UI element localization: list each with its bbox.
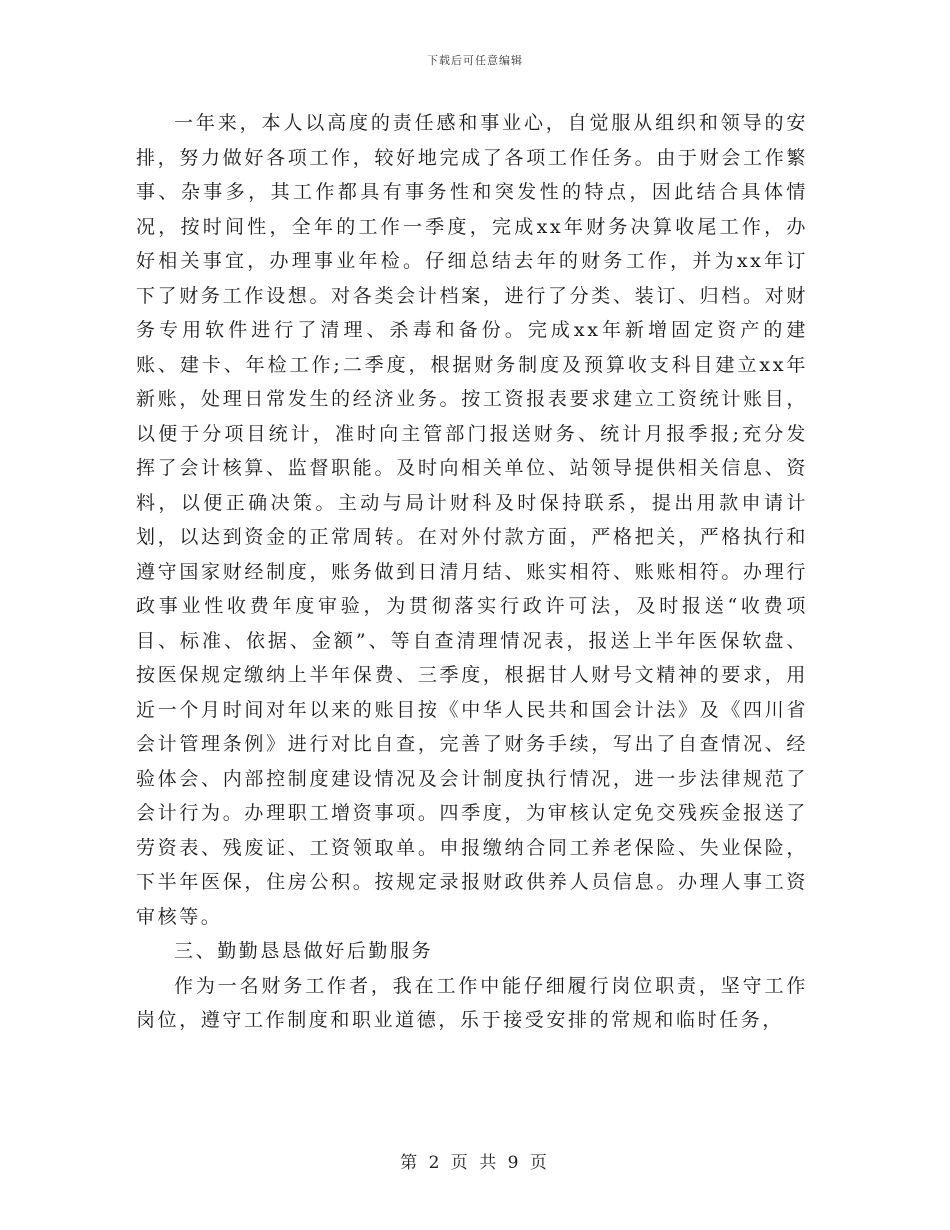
page-number: 第 2 页 共 9 页	[400, 1153, 550, 1173]
document-body	[136, 106, 808, 1038]
body-paragraph: 作为一名财务工作者，我在工作中能仔细履行岗位职责，坚守工作岗位，遵守工作制度和职业道德，乐于接受安排的常规和临时任务，	[136, 974, 808, 1031]
section-heading: 三、勤勤恳恳做好后勤服务	[174, 940, 434, 962]
page-header: 下载后可任意编辑	[427, 54, 523, 67]
body-paragraph: 一年来，本人以高度的责任感和事业心，自觉服从组织和领导的安排，努力做好各项工作，较好地完成了各项工作任务。由于财会工作繁事、杂事多，其工作都具有事务性和突发性的特点，因此结合具体情况，按时间性，全年的工作一季度，完成xx年财务决算收尾工作，办好相关事宜，办理事业年检。仔细总结去年的财务工作，并为xx年订下了财务工作设想。对各类会计档案，进行了分类、装订、归档。对财务专用软件进行了清理、杀毒和备份。完成xx年新增固定资产的建账、建卡、年检工作;二季度，根据财务制度及预算收支科目建立xx年新账，处理日常发生的经济业务。按工资报表要求建立工资统计账目，以便于分项目统计，准时向主管部门报送财务、统计月报季报;充分发挥了会计核算、监督职能。及时向相关单位、站领导提供相关信息、资料，以便正确决策。主动与局计财科及时保持联系，提出用款申请计划，以达到资金的正常周转。在对外付款方面，严格把关，严格执行和遵守国家财经制度，账务做到日清月结、账实相符、账账相符。办理行政事业性收费年度审验，为贯彻落实行政许可法，及时报送“收费项目、标准、依据、金额”、等自查清理情况表，报送上半年医保软盘、按医保规定缴纳上半年保费、三季度，根据甘人财号文精神的要求，用近一个月时间对年以来的账目按《中华人民共和国会计法》及《四川省会计管理条例》进行对比自查，完善了财务手续，写出了自查情况、经验体会、内部控制度建设情况及会计制度执行情况，进一步法律规范了会计行为。办理职工增资事项。四季度，为审核认定免交残疾金报送了劳资表、残废证、工资领取单。申报缴纳合同工养老保险、失业保险，下半年医保，住房公积。按规定录报财政供养人员信息。办理人事工资审核等。	[136, 112, 808, 928]
